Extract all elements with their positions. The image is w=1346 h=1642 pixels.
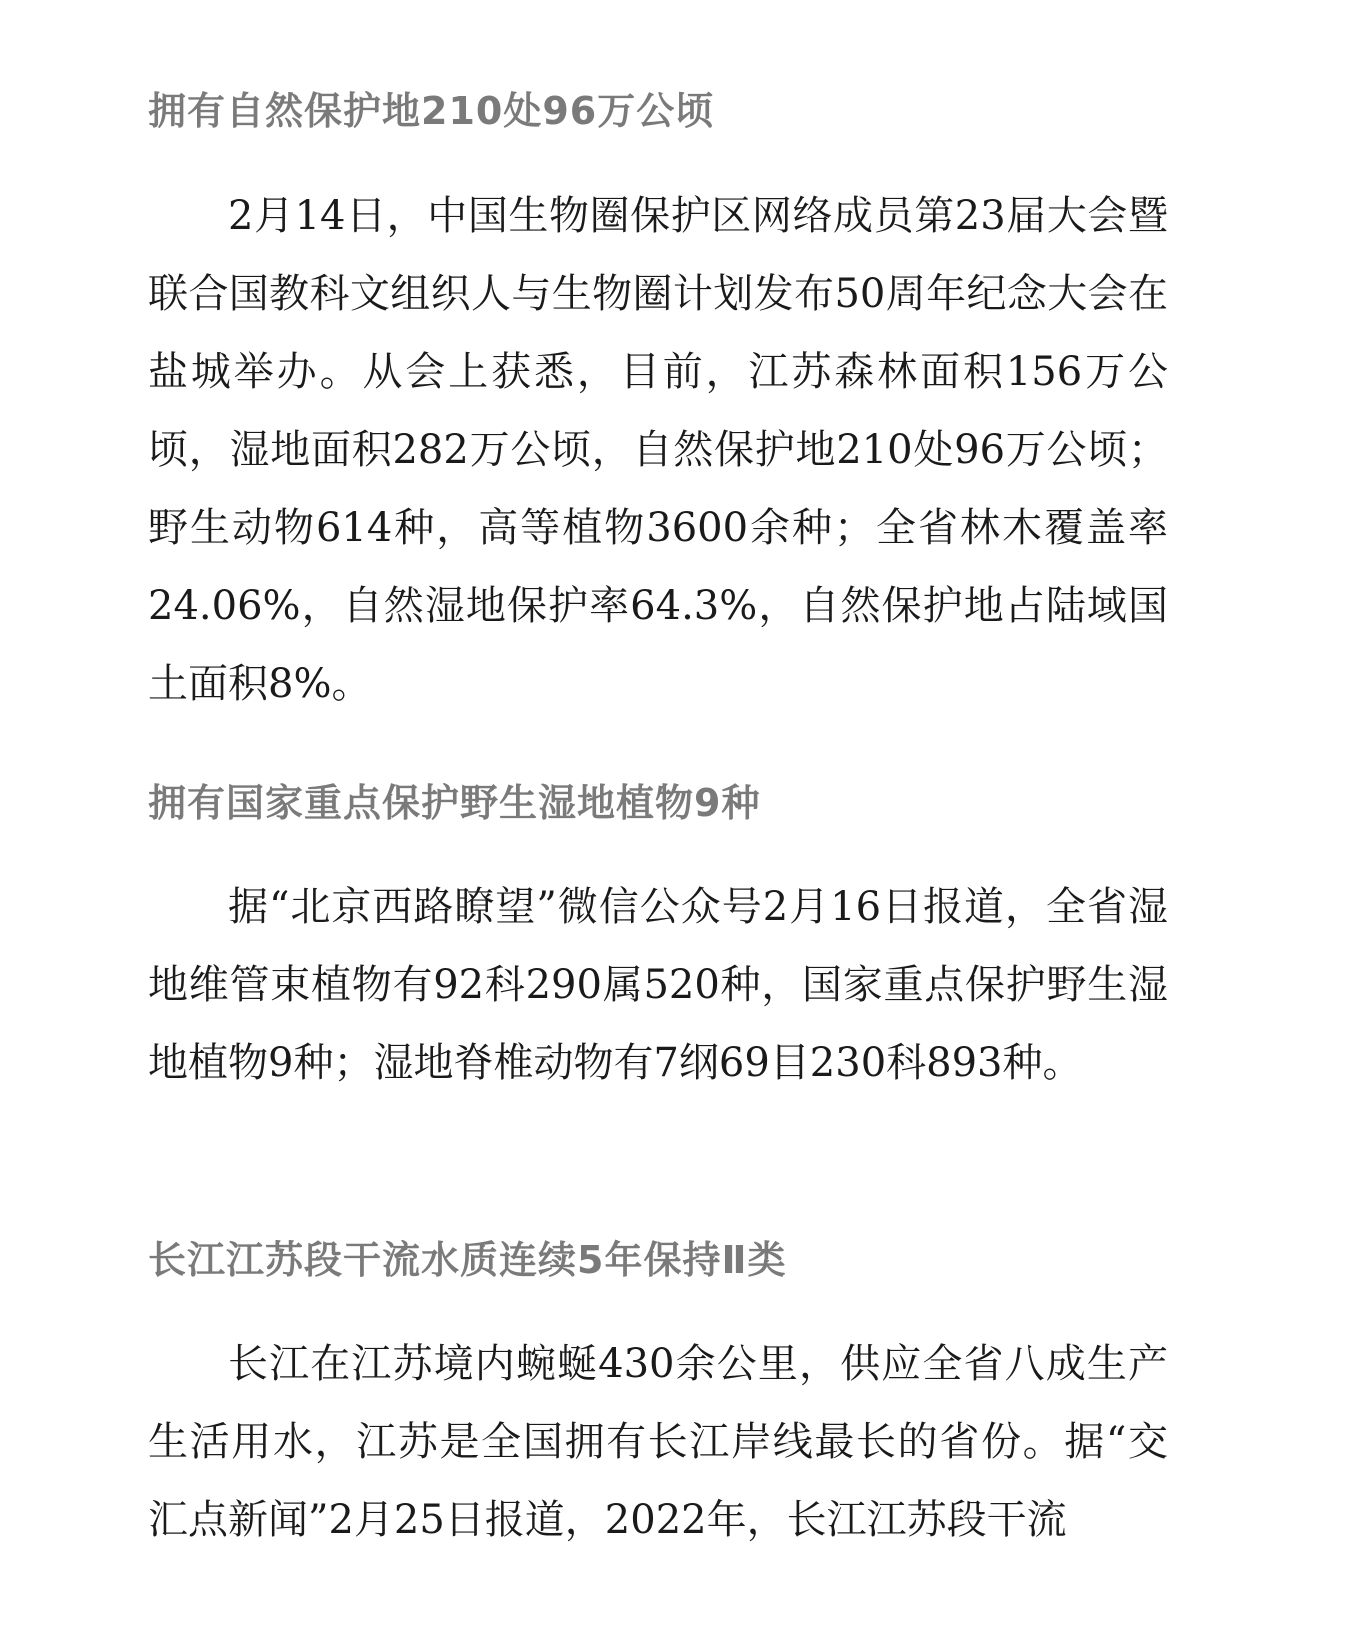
section-wetland-plants bbox=[148, 778, 1168, 1102]
section-nature-reserves bbox=[148, 86, 1168, 723]
section-paragraph: 据“北京西路瞭望”微信公众号2月16日报道，全省湿地维管束植物有92科290属520种，国家重点保护野生湿地植物9种；湿地脊椎动物有7纲69目230科893种。 bbox=[148, 884, 1168, 1086]
section-paragraph: 长江在江苏境内蜿蜒430余公里，供应全省八成生产生活用水，江苏是全国拥有长江岸线最长的省份。据“交汇点新闻”2月25日报道，2022年，长江江苏段干流 bbox=[148, 1341, 1168, 1543]
section-paragraph: 2月14日，中国生物圈保护区网络成员第23届大会暨联合国教科文组织人与生物圈计划发布50周年纪念大会在盐城举办。从会上获悉，目前，江苏森林面积156万公顷，湿地面积282万公顷，自然保护地210处96万公顷；野生动物614种，高等植物3600余种；全省林木覆盖率24.06%，自然湿地保护率64.3%，自然保护地占陆域国土面积8%。 bbox=[148, 193, 1168, 707]
section-heading: 拥有自然保护地210处96万公顷 bbox=[148, 89, 715, 133]
section-yangtze-water-quality bbox=[148, 1235, 1168, 1559]
section-heading: 长江江苏段干流水质连续5年保持Ⅱ类 bbox=[148, 1238, 787, 1282]
section-heading: 拥有国家重点保护野生湿地植物9种 bbox=[148, 781, 761, 825]
